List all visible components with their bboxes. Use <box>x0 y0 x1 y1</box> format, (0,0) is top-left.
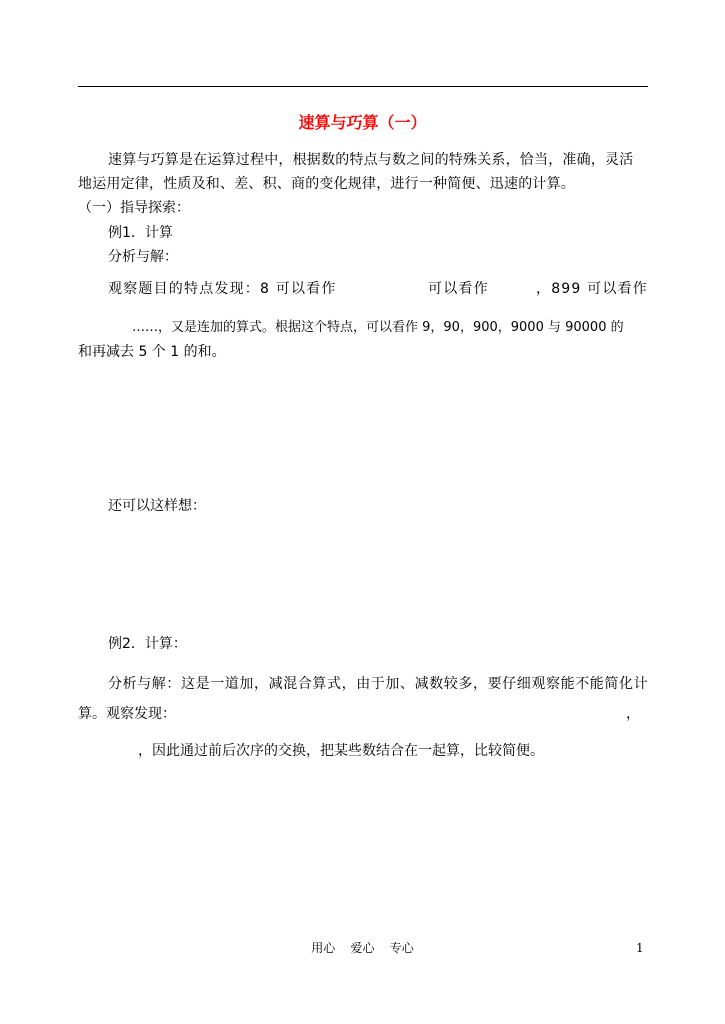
example-1-observation-b: 可以看作 <box>428 281 489 297</box>
example-1-observation-c: ，899 可以看作 <box>536 281 648 297</box>
intro-line-2: 地运用定律，性质及和、差、积、商的变化规律，进行一种简便、迅速的计算。 <box>78 176 575 192</box>
example-2-conclusion: ，因此通过前后次序的交换，把某些数结合在一起算，比较简便。 <box>138 743 544 759</box>
intro-line-1 <box>108 150 648 170</box>
example-2-observation: 算。观察发现： <box>78 706 176 722</box>
header-rule <box>78 86 648 87</box>
page-number: 1 <box>636 941 644 955</box>
example-2-analysis: 分析与解：这是一道加，减混合算式，由于加、减数较多，要仔细观察能不能简化计 <box>108 676 649 692</box>
example-1-line-2: ……，又是连加的算式。根据这个特点，可以看作 9，90，900，9000 与 90000 的 <box>132 320 624 335</box>
section-heading: （一）指导探索： <box>78 200 190 216</box>
example-2-comma: ， <box>626 706 640 722</box>
page-title: 速算与巧算（一） <box>298 113 427 132</box>
example-1-analysis-label: 分析与解： <box>108 249 178 265</box>
intro-line-1-text: 速算与巧算是在运算过程中，根据数的特点与数之间的特殊关系，恰当，准确，灵活 <box>108 152 634 168</box>
footer-text: 用心 爱心 专心 <box>311 941 414 955</box>
example-1-observation-a: 观察题目的特点发现：8 可以看作 <box>108 281 337 297</box>
example-1-line-3: 和再减去 5 个 1 的和。 <box>78 344 226 360</box>
example-1-label: 例1．计算 <box>108 225 173 241</box>
example-2-label: 例2．计算： <box>108 636 187 652</box>
alternative-method: 还可以这样想： <box>108 498 206 514</box>
footer-motto <box>0 940 725 956</box>
